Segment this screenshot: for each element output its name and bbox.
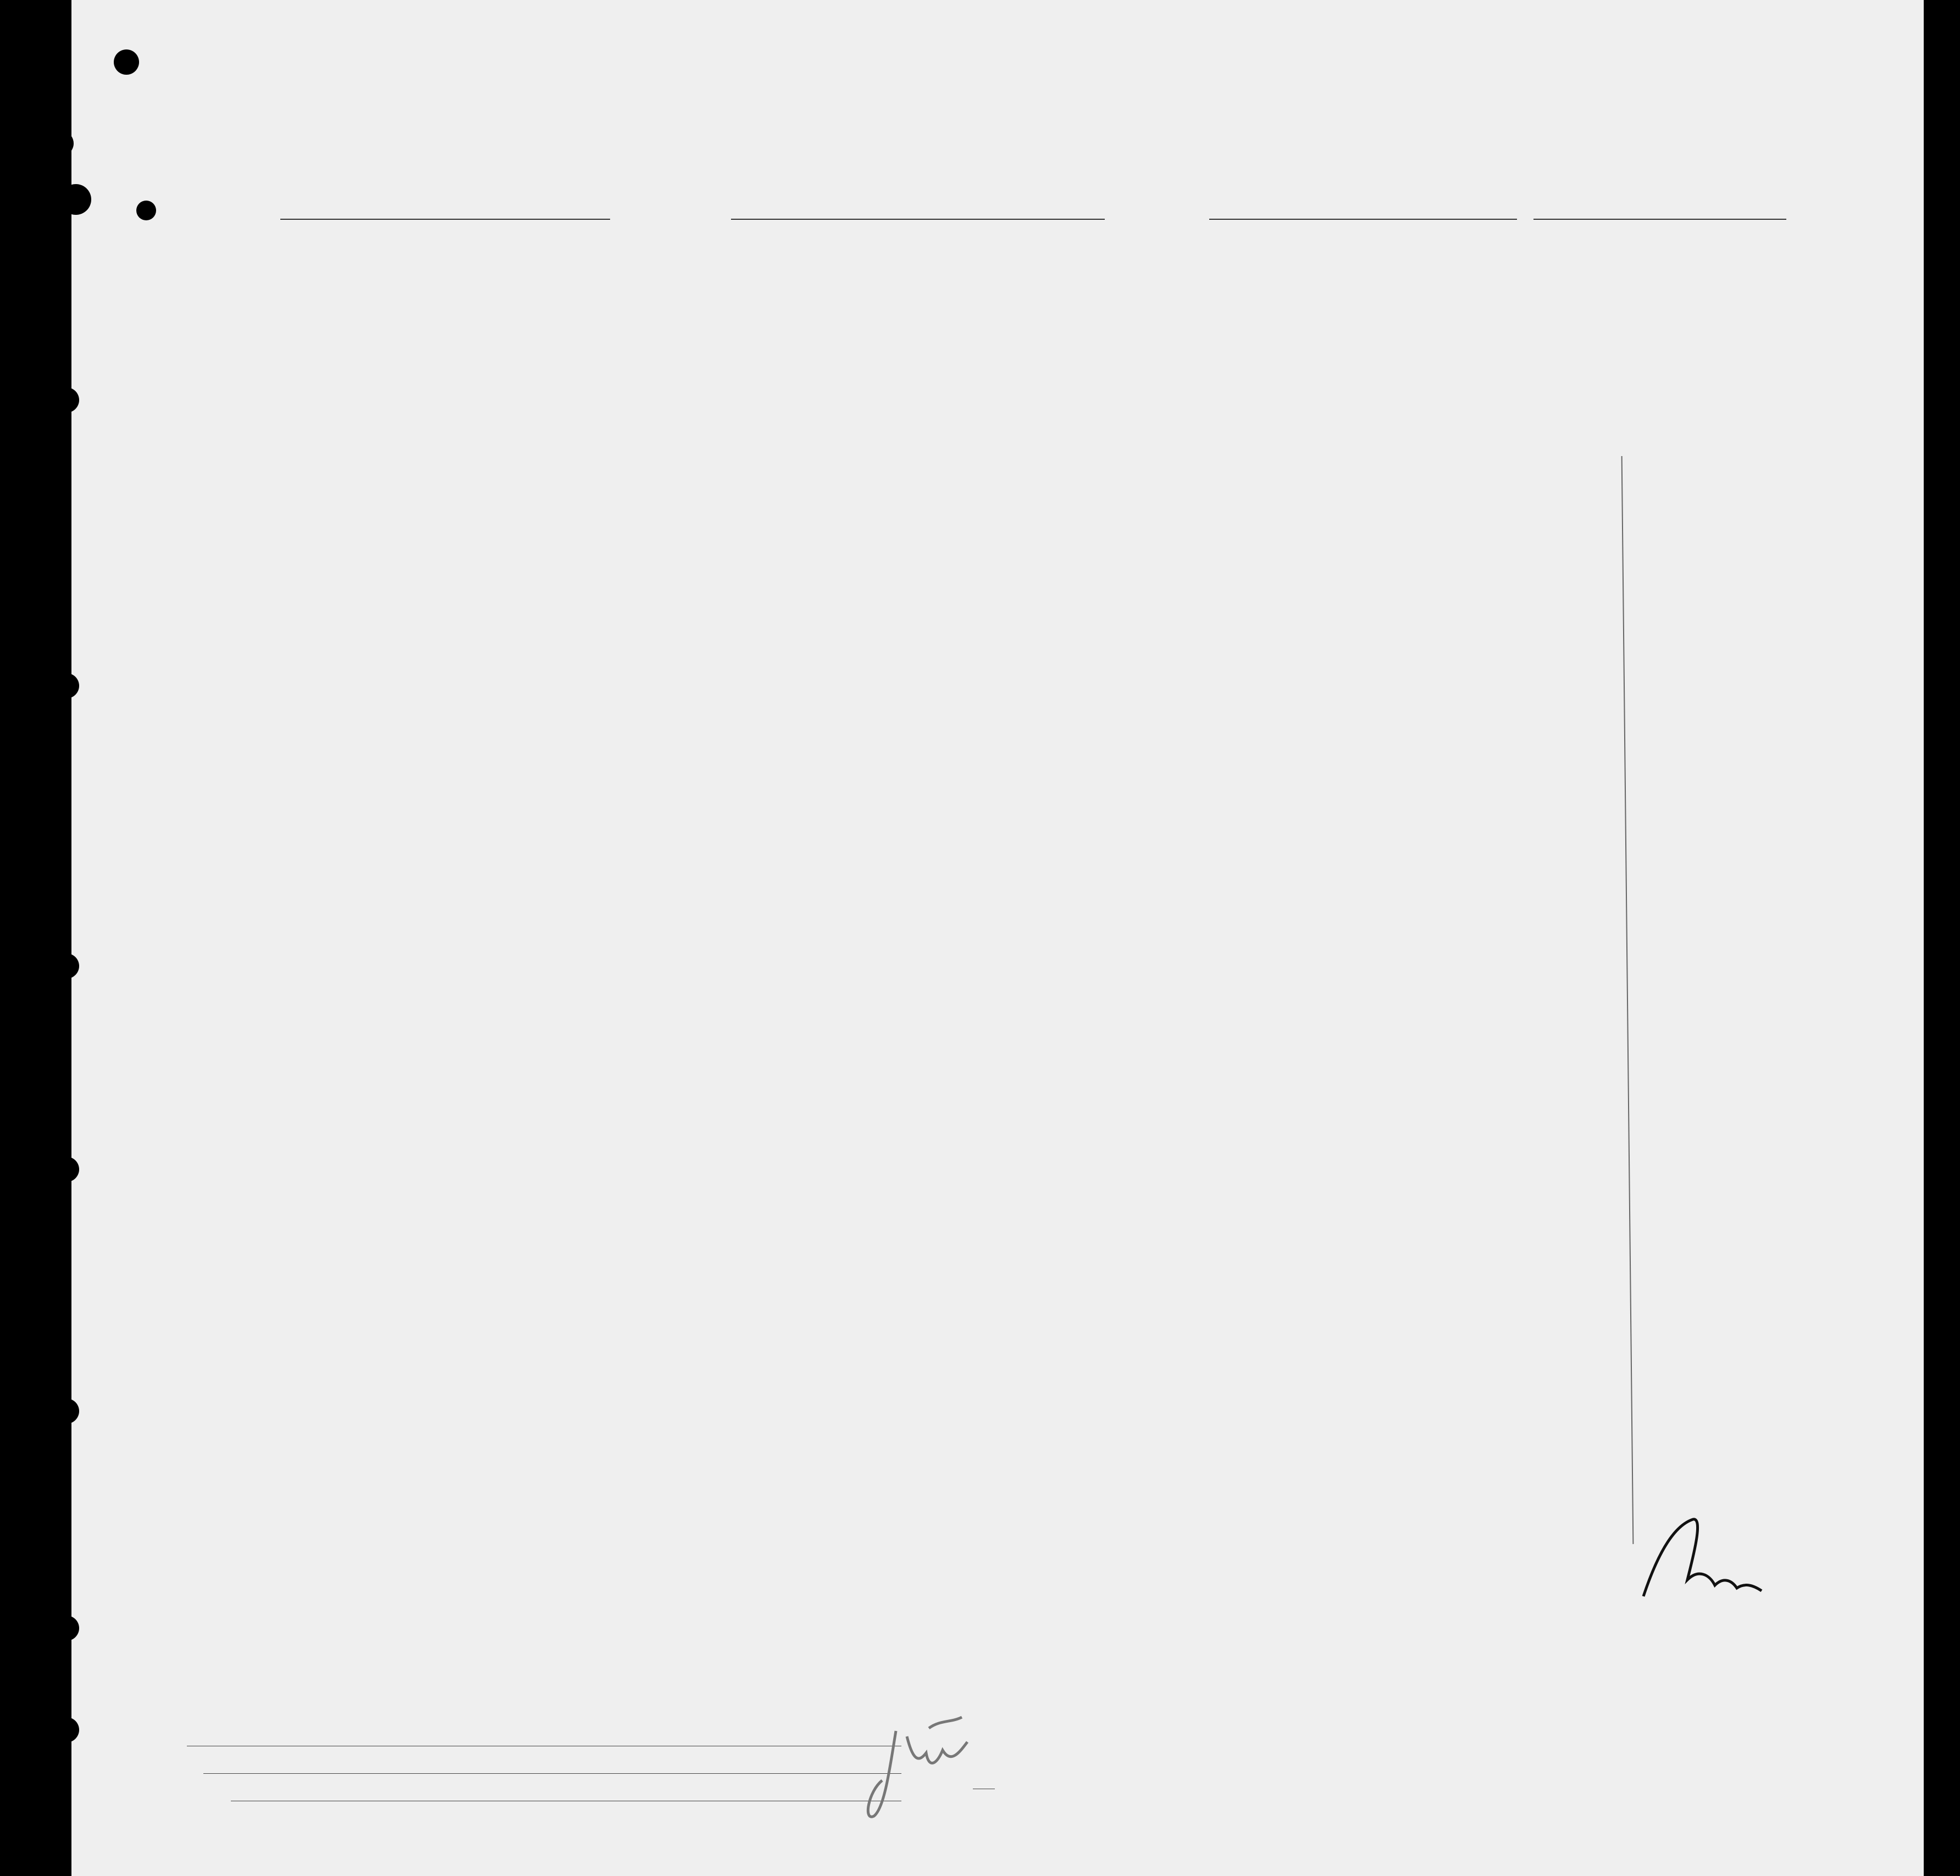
purser-signature <box>1627 1514 1770 1613</box>
inspector-signature <box>830 1698 995 1824</box>
manifest-sheet <box>71 0 1924 1876</box>
